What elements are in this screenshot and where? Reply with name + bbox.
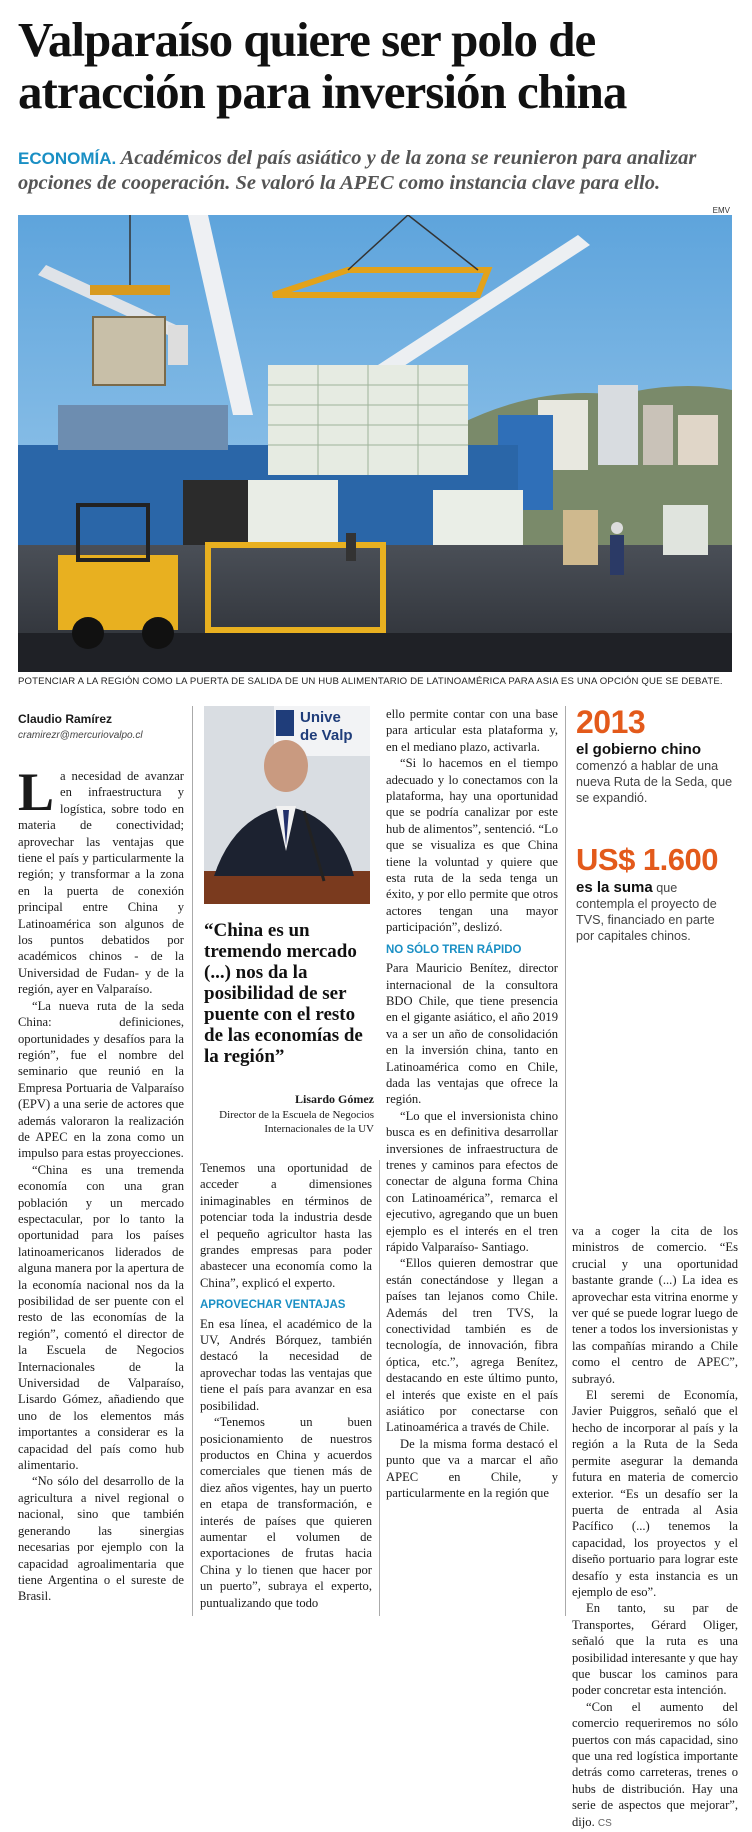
headline: Valparaíso quiere ser polo de atracción para inversión china bbox=[18, 12, 627, 119]
svg-text:Unive: Unive bbox=[300, 709, 341, 726]
quote-author-role: Director de la Escuela de Negocios Internacionales de la UV bbox=[219, 1109, 374, 1135]
portrait-photo bbox=[204, 706, 370, 904]
paragraph: De la misma forma destacó el punto que va a marcar el año APEC en Chile, y particularmente en la región que bbox=[386, 1436, 558, 1501]
paragraph: El seremi de Economía, Javier Puiggros, señaló que el hecho de incorporar al país y la región a la Ruta de la Seda permite asegurar la demanda futura en materia de comercio exterior. “Es un desafío ser la puerta de entrada al Asia Pacífico (...) tenemos la capacidad, los proyectos y el diseño portuario para lograr este desafío y esta instancia es un ejemplo de eso”. bbox=[572, 1388, 738, 1599]
stat-year: 2013 bbox=[576, 704, 646, 740]
paragraph: “Con el aumento del comercio requeriremos no sólo puertos con más capacidad, sino que una red logística importante detrás como carreteras, trenes o hubs de distribución. Hay una serie de aspectos que mejorar”, dijo. CS bbox=[572, 1699, 738, 1829]
paragraph: “Tenemos un buen posicionamiento de nuestros productos en China y acuerdos comerciales que tienen más de diez años vigentes, hay un puerto en etapa de transformación, e interés de países que quieren aumentar el volumen de exportaciones de frutas hacia China y lo tienen que hacer por un puerto”, subraya el experto, puntualizando que todo bbox=[200, 1415, 372, 1610]
column-1 bbox=[18, 762, 184, 1605]
photo-credit: EMV bbox=[712, 206, 730, 215]
lead-text: Académicos del país asiático y de la zona se reunieron para analizar opciones de cooperación. Se valoró la APEC como instancia clave para ello. bbox=[18, 147, 697, 194]
column-4 bbox=[572, 1223, 738, 1832]
paragraph: Para Mauricio Benítez, director internacional de la consultora BDO Chile, que tiene presencia en el gigante asiático, el año 2019 va a ser un año de consolidación en la inversión china, tanto en Latinoamérica como en Chile, dada las ventajas que ofrece la región. bbox=[386, 961, 558, 1107]
quote-author: Lisardo Gómez bbox=[295, 1092, 374, 1106]
column-3 bbox=[386, 706, 558, 1502]
paragraph: ello permite contar con una base para articular esta plataforma y, en el mediano plazo, activarla. bbox=[386, 707, 558, 754]
author-name: Claudio Ramírez bbox=[18, 712, 113, 726]
column-divider bbox=[565, 706, 566, 1616]
subheading: NO SÓLO TREN RÁPIDO bbox=[386, 943, 522, 956]
photo-caption: POTENCIAR A LA REGIÓN COMO LA PUERTA DE SALIDA DE UN HUB ALIMENTARIO DE LATINOAMÉRICA PARA ASIA ES UNA OPCIÓN QUE SE DEBATE. bbox=[18, 676, 723, 687]
lead bbox=[18, 146, 734, 196]
stat-amount-text: es la suma que contempla el proyecto de TVS, financiado en parte por capitales chinos. bbox=[576, 879, 717, 943]
stat-year-text: el gobierno chino comenzó a hablar de una nueva Ruta de la Seda, que se expandió. bbox=[576, 741, 733, 805]
dropcap: L bbox=[18, 762, 55, 822]
paragraph: “Ellos quieren demostrar que están conectándose y llegan a países tan lejanos como Chile. Además del tren TVS, la conectividad también es de tecnología, de innovación, fibra óptica, etc.”, agrega Benítez, destacando en este último punto, el interés que existe en el país asiático por conectarse con Latinoamérica a través de Chile. bbox=[386, 1256, 558, 1435]
paragraph: “China es una tremenda economía con una gran población y un mercado espectacular, por lo tanto la oportunidad para los países latinoamericanos liderados de alguna manera por la apertura de la economía nacional nos da la posibilidad de ser puente con el resto de las economías de la región”, comentó el director de la Escuela de Negocios Internacionales de la Universidad de Valparaíso, Lisardo Gómez, añadiendo que uno de los elementos más importantes a considerar es la capacidad del país como hub alimentario. bbox=[18, 1162, 184, 1473]
column-2 bbox=[200, 1160, 372, 1611]
svg-text:de Valp: de Valp bbox=[300, 727, 353, 744]
paragraph: “Si lo hacemos en el tiempo adecuado y lo conectamos con la plataforma, hay una oportunidad que se podría canalizar por este hub de alimentos”, sentenció. “Lo que se visualiza es que China tiene la voluntad y quiere que esta ruta de la seda tenga un éxito, y por ello permite que otros actores tengan una mayor participación”, deslizó. bbox=[386, 756, 558, 935]
paragraph: Tenemos una oportunidad de acceder a dimensiones inimaginables en términos de potenciar toda la industria desde el pequeño agricultor hasta las grandes empresas para poder abastecer una economía como la China”, explicó el experto. bbox=[200, 1161, 372, 1290]
author-email: cramirezr@mercuriovalpo.cl bbox=[18, 730, 143, 741]
end-mark: CS bbox=[597, 1817, 612, 1829]
paragraph: En esa línea, el académico de la UV, Andrés Bórquez, también destacó la necesidad de aprovechar todas las ventajas que tiene el país para avanzar en esa posibilidad. bbox=[200, 1316, 372, 1413]
pull-quote: “China es un tremendo mercado (...) nos da la posibilidad de ser puente con el resto de las economías de la región” bbox=[204, 920, 363, 1067]
paragraph: En tanto, su par de Transportes, Gérard Oliger, señaló que la ruta es una posibilidad interesante y que hay que buscar los caminos para poder concretar esta intención. bbox=[572, 1601, 738, 1698]
column-divider bbox=[192, 706, 193, 1616]
paragraph: “No sólo del desarrollo de la agricultura a nivel regional o nacional, sino que también generando las sinergias necesarias por ejemplo con la capacidad agroalimentaria que tiene Argentina o el sureste de Brasil. bbox=[18, 1474, 184, 1604]
column-divider bbox=[379, 1160, 380, 1616]
paragraph: va a coger la cita de los ministros de comercio. “Es crucial y una oportunidad bastante grande (...) La idea es aprovechar esta vitrina enorme y ver qué se puede lograr luego de tener a todos los inversionistas y las compañías mirando a Chile como el centro de APEC”, subrayó. bbox=[572, 1224, 738, 1386]
paragraph: “La nueva ruta de la seda China: definiciones, oportunidades y desafíos para la región”, fue el nombre del seminario que reunió en la Empresa Portuaria de Valparaíso (EPV) a una serie de actores que además valoraron la realización de APEC en la zona como un impulso para estas proyecciones. bbox=[18, 998, 184, 1161]
main-photo bbox=[18, 215, 732, 672]
subheading: APROVECHAR VENTAJAS bbox=[200, 1299, 346, 1312]
section-tag: ECONOMÍA. bbox=[18, 149, 117, 168]
paragraph: “Lo que el inversionista chino busca es en definitiva desarrollar inversiones de infraestructura de trenes y caminos para efectos de conectar de alguna forma China con Latinoamérica”, remarca el ejecutivo, agregando que un buen ejemplo es el interés en el tren rápido Valparaíso- Santiago. bbox=[386, 1108, 558, 1254]
stat-amount: US$ 1.600 bbox=[576, 842, 718, 877]
paragraph: La necesidad de avanzar en infraestructura y logística, sobre todo en materia de conectividad; aprovechar las ventajas que tiene el país y particularmente la región; y transformar a la zona en la puerta de conexión principal entre China y Latinoamérica son algunos de los puntos debatidos por académicos chinos - de la Universidad de Fudan- y de la región, ayer en Valparaíso. bbox=[18, 762, 184, 997]
